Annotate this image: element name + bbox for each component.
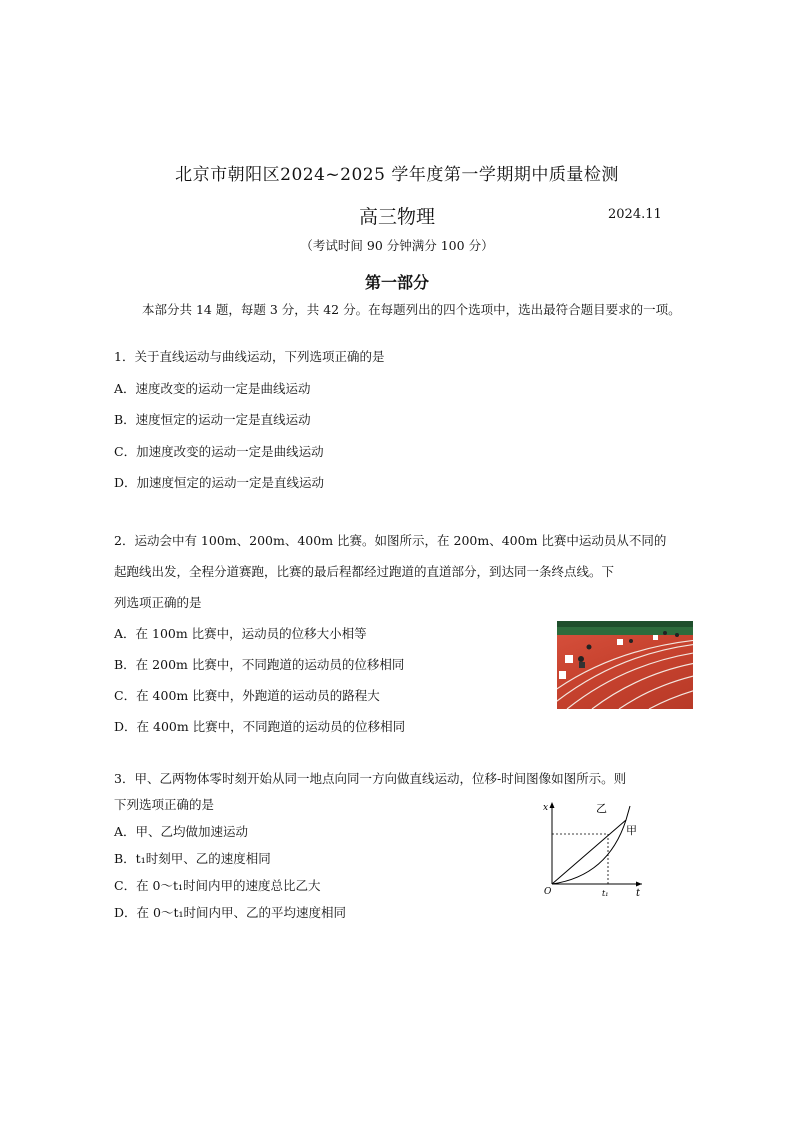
yi-label: 乙 — [596, 802, 607, 815]
part-title: 第一部分 — [364, 273, 429, 292]
origin-label: O — [544, 887, 552, 897]
curve-yi — [552, 806, 630, 884]
question-1-option-c: C．加速度改变的运动一定是曲线运动 — [114, 444, 324, 459]
part-intro: 本部分共 14 题，每题 3 分，共 42 分。在每题列出的四个选项中，选出最符合题目要求的一项。 — [142, 302, 681, 317]
question-3-option-b: B．t₁时刻甲、乙的速度相同 — [114, 851, 271, 866]
question-1-stem: 1．关于直线运动与曲线运动，下列选项正确的是 — [114, 349, 385, 364]
question-2-stem-line-2: 起跑线出发，全程分道赛跑，比赛的最后程都经过跑道的直道部分，到达同一条终点线。下 — [114, 564, 615, 579]
question-3-option-d: D．在 0～t₁时间内甲、乙的平均速度相同 — [114, 905, 346, 920]
exam-title: 北京市朝阳区2024~2025 学年度第一学期期中质量检测 — [175, 165, 619, 185]
running-track-photo — [557, 621, 693, 709]
question-2-option-d: D．在 400m 比赛中，不同跑道的运动员的位移相同 — [114, 719, 406, 734]
question-1-option-a: A．速度改变的运动一定是曲线运动 — [114, 381, 311, 396]
t-axis-label: t — [636, 888, 641, 899]
jia-label: 甲 — [626, 824, 637, 837]
question-2-option-b: B．在 200m 比赛中，不同跑道的运动员的位移相同 — [114, 657, 405, 672]
question-3-stem-line-2: 下列选项正确的是 — [114, 797, 215, 812]
question-3-option-a: A．甲、乙均做加速运动 — [114, 824, 249, 839]
position-time-graph — [538, 798, 648, 906]
question-2-stem-line-3: 列选项正确的是 — [114, 595, 202, 610]
curve-jia — [552, 820, 626, 884]
question-2-option-c: C．在 400m 比赛中，外跑道的运动员的路程大 — [114, 688, 380, 703]
question-1-option-b: B．速度恒定的运动一定是直线运动 — [114, 412, 311, 427]
question-3-stem-line-1: 3．甲、乙两物体零时刻开始从同一地点向同一方向做直线运动，位移-时间图像如图所示。则 — [114, 771, 627, 786]
x-axis-label: x — [543, 803, 549, 813]
exam-subject: 高三物理 — [358, 206, 435, 228]
exam-date: 2024.11 — [608, 207, 662, 222]
question-2-option-a: A．在 100m 比赛中，运动员的位移大小相等 — [114, 626, 367, 641]
exam-duration: （考试时间 90 分钟满分 100 分） — [300, 238, 494, 253]
question-2-stem-line-1: 2．运动会中有 100m、200m、400m 比赛。如图所示，在 200m、400m 比赛中运动员从不同的 — [114, 533, 667, 548]
question-1-option-d: D．加速度恒定的运动一定是直线运动 — [114, 475, 325, 490]
question-3-option-c: C．在 0～t₁时间内甲的速度总比乙大 — [114, 878, 321, 893]
t1-label: t₁ — [602, 889, 609, 898]
